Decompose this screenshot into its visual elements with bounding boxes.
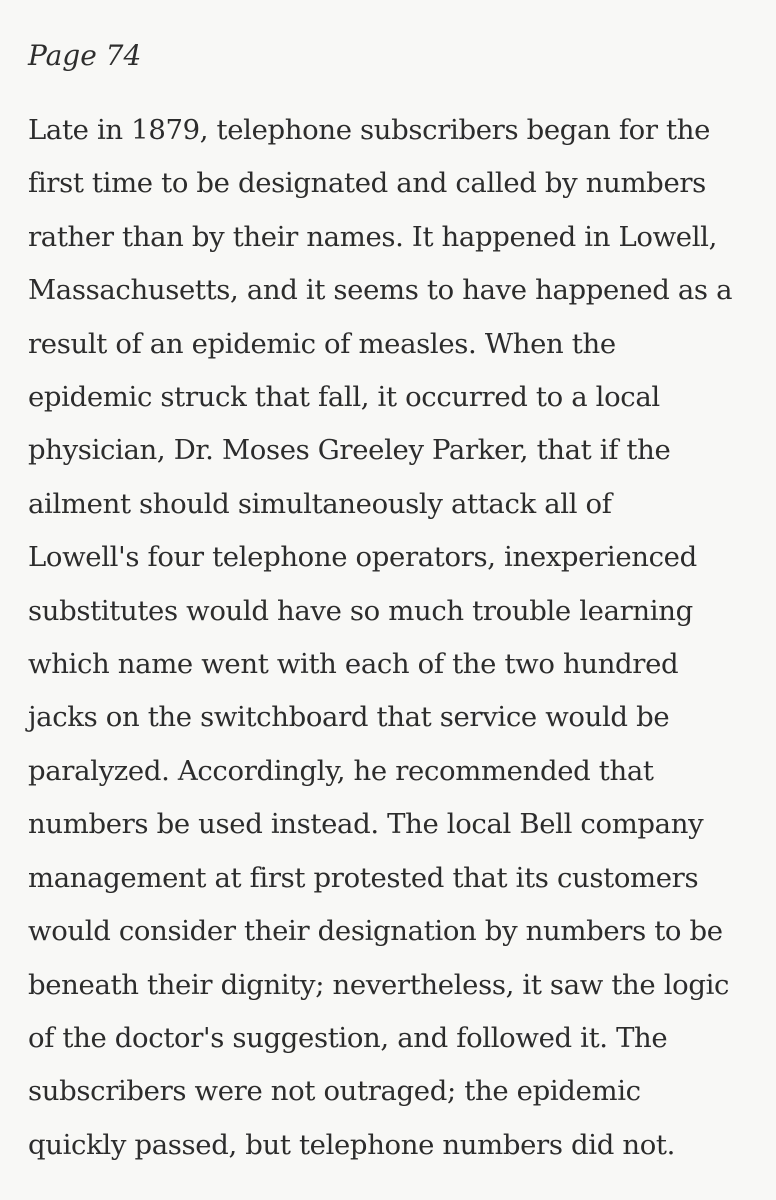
paragraph-line: Lowell's four telephone operators, inexperienced (28, 541, 697, 574)
paragraph-line: subscribers were not outraged; the epidemic (28, 1075, 641, 1108)
paragraph-line: result of an epidemic of measles. When the (28, 327, 616, 360)
paragraph-line: which name went with each of the two hundred (28, 648, 679, 681)
paragraph-line: quickly passed, but telephone numbers did not. (28, 1128, 676, 1161)
paragraph-line: rather than by their names. It happened in Lowell, (28, 220, 718, 253)
body-paragraph (28, 104, 756, 1172)
paragraph-line: first time to be designated and called by numbers (28, 167, 706, 200)
paragraph-line: epidemic struck that fall, it occurred to a local (28, 381, 660, 414)
paragraph-line: of the doctor's suggestion, and followed it. The (28, 1021, 668, 1054)
paragraph-line: Late in 1879, telephone subscribers began for the (28, 114, 711, 146)
paragraph-line: beneath their dignity; nevertheless, it saw the logic (28, 968, 730, 1001)
paragraph-line: physician, Dr. Moses Greeley Parker, that if the (28, 434, 671, 467)
paragraph-line: jacks on the switchboard that service would be (28, 701, 670, 734)
paragraph-line: ailment should simultaneously attack all of (28, 487, 612, 520)
paragraph-line: would consider their designation by numbers to be (28, 915, 723, 948)
page-number-label: Page 74 (28, 39, 142, 72)
paragraph-line: numbers be used instead. The local Bell company (28, 808, 704, 841)
paragraph-line: Massachusetts, and it seems to have happened as a (28, 274, 733, 307)
paragraph-line: management at first protested that its customers (28, 861, 699, 894)
paragraph-line: paralyzed. Accordingly, he recommended that (28, 754, 654, 787)
paragraph-line: substitutes would have so much trouble learning (28, 594, 693, 627)
